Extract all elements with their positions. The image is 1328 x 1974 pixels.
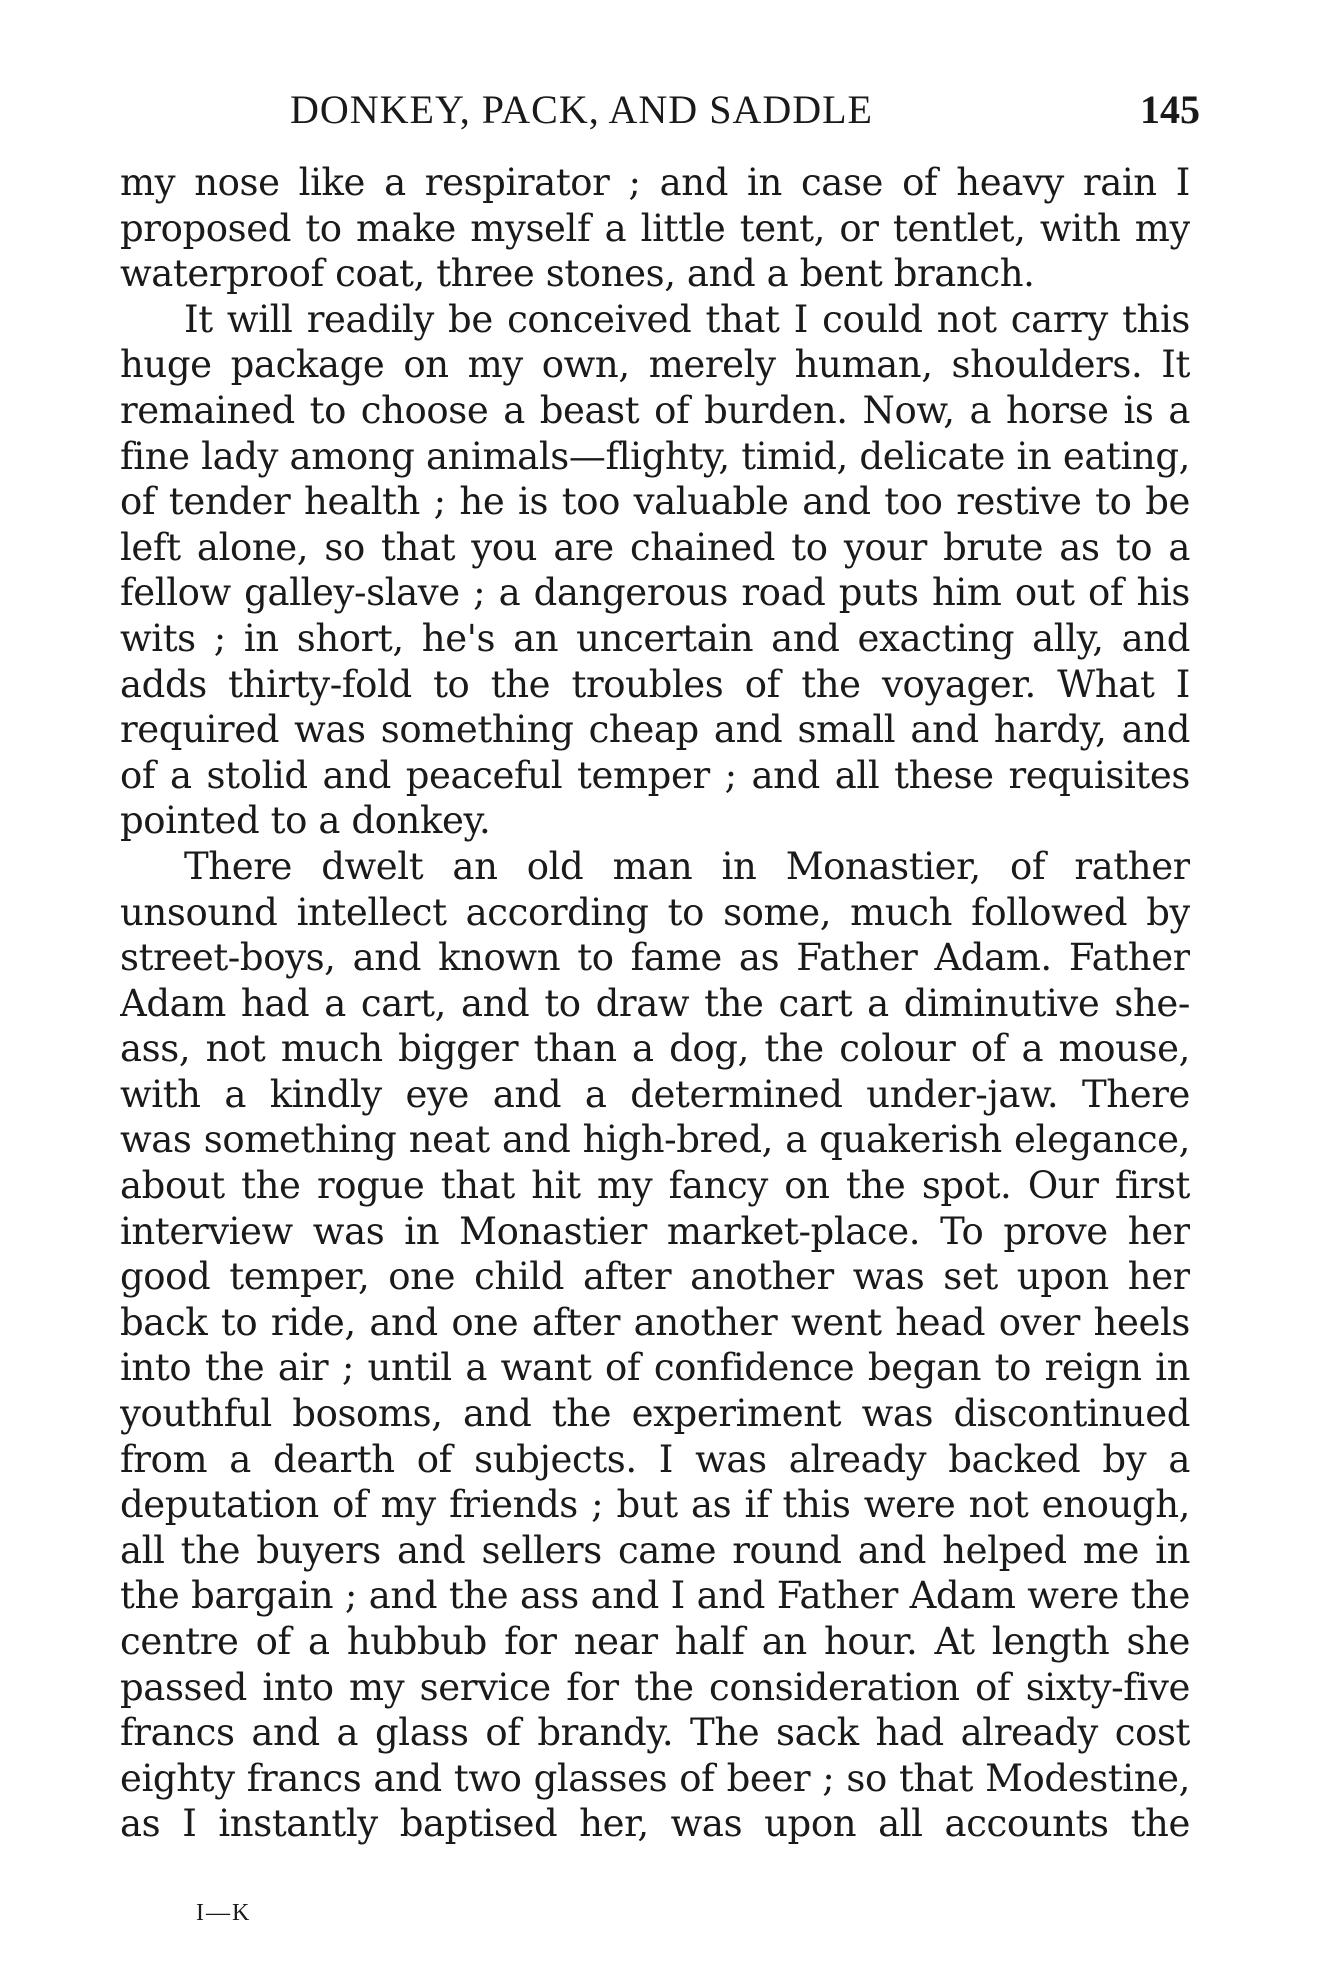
text-line: street-boys, and known to fame as Father Adam. Father [120,936,1190,980]
text-line: Adam had a cart, and to draw the cart a diminutive she- [120,981,1190,1025]
text-line: pointed to a donkey. [120,799,491,843]
text-line: unsound intellect according to some, much followed by [120,890,1190,934]
text-line: deputation of my friends ; but as if this were not enough, [120,1483,1190,1527]
body-text [120,160,1190,1847]
text-line: ass, not much bigger than a dog, the colour of a mouse, [120,1027,1190,1071]
text-line: fellow galley-slave ; a dangerous road puts him out of his [120,571,1190,615]
text-line: into the air ; until a want of confidence began to reign in [120,1346,1190,1390]
text-line: good temper, one child after another was set upon her [120,1255,1190,1299]
text-line: huge package on my own, merely human, shoulders. It [120,343,1190,387]
text-line: about the rogue that hit my fancy on the spot. Our first [120,1164,1190,1208]
text-line: with a kindly eye and a determined under-jaw. There [120,1072,1190,1116]
text-line: wits ; in short, he's an uncertain and exacting ally, and [120,616,1190,660]
text-line: francs and a glass of brandy. The sack had already cost [120,1711,1190,1755]
text-line: centre of a hubbub for near half an hour. At length she [120,1620,1190,1663]
text-line: waterproof coat, three stones, and a bent branch. [120,252,1035,296]
text-line: adds thirty-fold to the troubles of the voyager. What I [120,662,1190,706]
text-line: the bargain ; and the ass and I and Father Adam were the [120,1574,1190,1618]
text-line: remained to choose a beast of burden. Now, a horse is a [120,388,1190,432]
running-title: DONKEY, PACK, AND SADDLE [290,87,873,132]
text-line: eighty francs and two glasses of beer ; so that Modestine, [120,1756,1190,1800]
text-line: It will readily be conceived that I could not carry this [184,297,1190,341]
text-line: as I instantly baptised her, was upon all accounts the [120,1802,1190,1846]
text-line: There dwelt an old man in Monastier, of rather [184,844,1190,888]
text-line: my nose like a respirator ; and in case of heavy rain I [120,161,1190,204]
page-header [120,86,1200,146]
text-line: of a stolid and peaceful temper ; and all these requisites [120,753,1190,797]
text-line: left alone, so that you are chained to your brute as to a [120,525,1190,569]
text-line: passed into my service for the consideration of sixty-five [120,1665,1190,1709]
text-line: fine lady among animals—flighty, timid, delicate in eating, [120,434,1190,478]
text-line: of tender health ; he is too valuable and too restive to be [120,480,1190,524]
printer-signature-mark: I—K [196,1900,252,1926]
text-line: was something neat and high-bred, a quakerish elegance, [120,1118,1190,1162]
text-line: from a dearth of subjects. I was already backed by a [120,1437,1190,1481]
text-line: youthful bosoms, and the experiment was discontinued [120,1392,1190,1436]
page-number: 145 [1140,87,1200,132]
text-line: all the buyers and sellers came round and helped me in [120,1528,1190,1572]
text-line: interview was in Monastier market-place. To prove her [120,1209,1190,1253]
text-line: back to ride, and one after another went head over heels [120,1300,1190,1344]
text-line: required was something cheap and small and hardy, and [120,708,1190,752]
text-line: proposed to make myself a little tent, or tentlet, with my [120,206,1190,250]
